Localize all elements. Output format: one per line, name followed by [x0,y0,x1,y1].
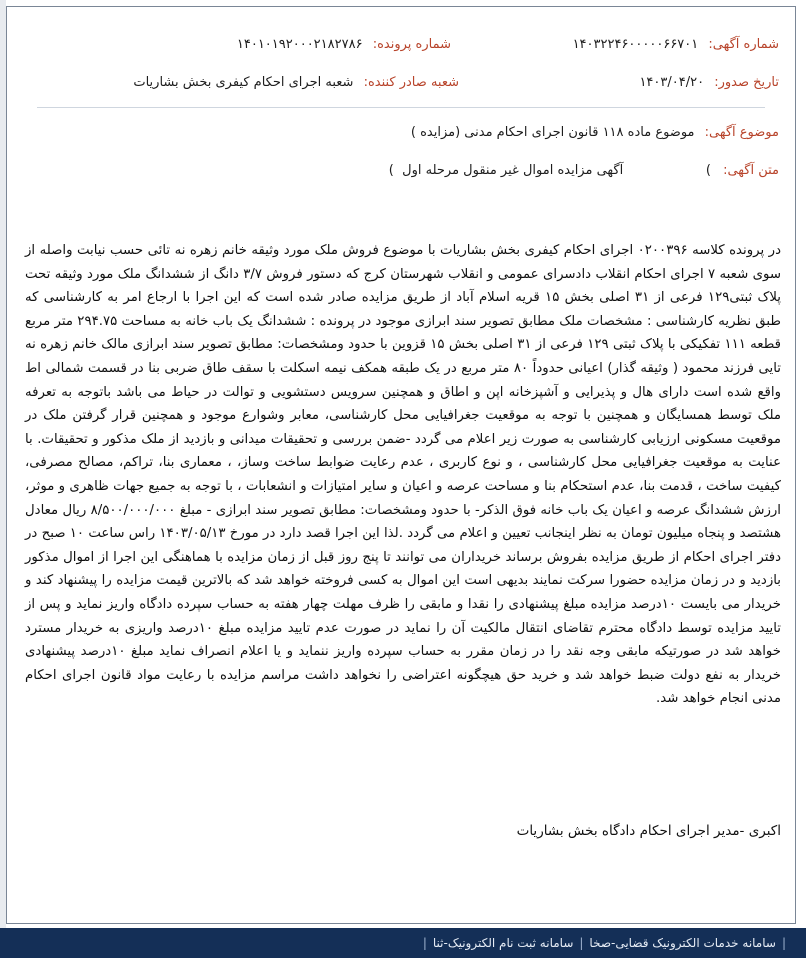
footer-separator: | [781,936,786,950]
header-divider [37,107,765,108]
case-number-value: ۱۴۰۱۰۱۹۲۰۰۰۲۱۸۲۷۸۶ [236,37,363,52]
subject-value: موضوع ماده ۱۱۸ قانون اجرای احکام مدنی (مزایده ) [410,125,695,140]
subject [411,125,779,140]
ad-number-label: شماره آگهی: [708,37,779,52]
case-number-label: شماره پرونده: [372,37,451,52]
ad-text-label: متن آگهی: [723,163,779,178]
issue-date-value: ۱۴۰۳/۰۴/۲۰ [639,75,705,90]
footer-separator: | [579,936,584,950]
ad-text [389,163,779,178]
footer-separator: | [422,936,427,950]
ad-text-title: ) آگهی مزایده اموال غیر منقول مرحله اول ) [388,163,711,178]
case-number [237,37,451,52]
notice-body: در پرونده کلاسه ۰۲۰۰۳۹۶ اجرای احکام کیفری بخش بشاریات با موضوع فروش ملک مورد وثیقه خانم زهره نه تائی حسب نیابت واصله از سوی شعبه ۷ اجرای احکام انقلاب دادسرای عمومی و انقلاب شهرستان کرج که دستور فروش ۳/۷ دانگ از ششدانگ ملک مورد وثیقه تحت پلاک ثبتی۱۲۹ فرعی از ۳۱ اصلی بخش ۱۵ قریه اسلام آباد از طریق مزایده صادر شده است که این اجرا با ارجاع امر به کارشناسی که طبق نظریه کارشناسی : مشخصات ملک مطابق تصویر سند ابرازی موجود در پرونده : ششدانگ یک باب خانه به مساحت ۲۹۴.۷۵ متر مربع قطعه ۱۱۱ تفکیکی با پلاک ثبتی ۱۲۹ فرعی از ۳۱ اصلی بخش ۱۵ قزوین با حدود ومشخصات: مطابق تصویر سند ابرازی مالک خانم زهره نه تایی فرزند محمود ( وثیقه گذار) اعیانی حدوداً ۸۰ متر مربع در یک طبقه همکف نیمه اسکلت با سقف طاق ضربی بنا در قسمت شمالی اط واقع شده است دارای هال و پذیرایی و آشپزخانه اپن و اطاق و همچنین سرویس دستشویی و توالت در حیاط می باشد باتوجه به تعرفه ملک توسط همسایگان و همچنین با توجه به موقعیت جغرافیایی محل کارشناسی، معابر وشوارع موجود و همچنین قرار گرفتن ملک در موقعیت مسکونی ارزیابی کارشناسی به صورت زیر اعلام می گردد -ضمن بررسی و تحقیقات میدانی و بازدید از ملک مذکور و تحقیقات. با عنایت به موقعیت جغرافیایی محل کارشناسی ، و نوع کاربری ، عدم رعایت ضوابط ساخت وساز، ، معماری بنا، تراکم، مصالح مصرفی، کیفیت ساخت ، قدمت بنا، عدم استحکام بنا و مساحت عرصه و اعیان و سایر امتیازات و انشعابات ، با توجه به جمیع جهات ظاهری و موثر، ارزش ششدانگ عرصه و اعیان یک باب خانه فوق الذکر- با حدود ومشخصات: مطابق تصویر سند ابرازی - مبلغ ۸/۵۰۰/۰۰۰/۰۰۰ ریال معادل هشتصد و پنجاه میلیون تومان به نظر اینجانب تعیین و اعلام می گردد .لذا این اجرا قصد دارد در مورخ ۱۴۰۳/۰۵/۱۳ راس ساعت ۱۰ صبح در دفتر اجرای احکام از طریق مزایده بفروش برساند خریداران می توانند تا پنج روز قبل از زمان مزایده با هماهنگی این اجرا از اموال مذکور بازدید و در زمان مزایده حضورا سرکت نمایند بدیهی است این اموال به کسی فروخته خواهد شد که بالاترین قیمت مزایده را پیشنهاد کند و خریدار می بایست ۱۰درصد مزایده مبلغ پیشنهادی را نقدا و مابقی را ظرف مهلت چهار هفته به حساب سپرده دادگاه واریز نماید و پس از تایید مزایده توسط دادگاه محترم تقاضای انتقال مالکیت آن را نماید در صورت عدم تایید مزایده مبلغ ۱۰درصد واریزی به خریدار مسترد خواهد شد در صورتیکه مابقی وجه نقد را در زمان مقرر به حساب سپرده واریز ننماید و یا اعلام انصراف نماید مبلغ ۱۰درصد پیشنهادی خریدار به نفع دولت ضبط خواهد شد و خرید حق هیچگونه اعتراضی را نخواهد داشت مراسم مزایده با رعایت مواد قانون اجرای احکام مدنی انجام خواهد شد. [25,243,781,707]
ad-number-value: ۱۴۰۳۲۲۴۶۰۰۰۰۰۶۶۷۰۱ [572,37,699,52]
footer-bar [0,928,806,958]
subject-label: موضوع آگهی: [704,125,779,140]
signature: اکبری -مدیر اجرای احکام دادگاه بخش بشاریات [516,823,781,839]
issuer [133,75,459,90]
notice-frame [6,6,796,924]
footer-link-sana[interactable]: سامانه ثبت نام الکترونیک-ثنا [432,936,574,950]
issuer-value: شعبه اجرای احکام کیفری بخش بشاریات [133,75,354,90]
issuer-label: شعبه صادر کننده: [363,75,459,90]
issue-date [639,75,779,90]
footer-link-sakha[interactable]: سامانه خدمات الکترونیک قضایی-صخا [589,936,776,950]
ad-number [573,37,779,52]
issue-date-label: تاریخ صدور: [714,75,779,90]
